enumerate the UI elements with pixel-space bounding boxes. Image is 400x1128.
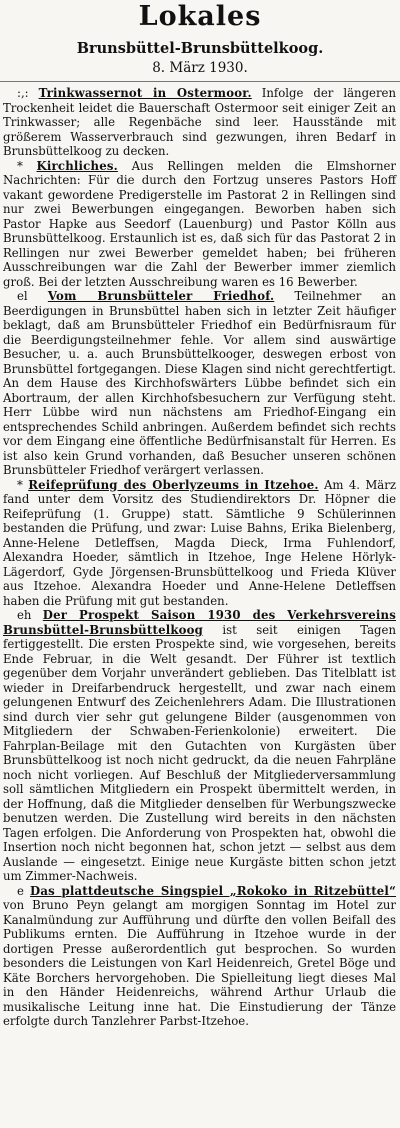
article-text: Teilnehmer an Beerdigungen in Brunsbüttel haben sich in letzter Zeit häufiger beklagt, daß am Brunsbütteler Friedhof ein Bedürfnisraum für die Beerdigungsteilnehmer fehle. Vor allem sind auswärtige Besucher, u. a. auch Brunsbüttelkooger, deswegen erbost von Brunsbüttel fortgegangen. Diese Klagen sind nicht gerechtfertigt. An dem Hause des Kirchhofswärters Lübbe befindet sich ein Abortraum, der allen Kirchhofsbesuchern zur Verfügung steht. Herr Lübbe wird nun nächstens am Friedhof-Eingang ein entsprechendes Schild anbringen. Außerdem befindet sich rechts vor dem Eingang eine öffentliche Bedürfnisanstalt für Herren. Es ist also kein Grund vorhanden, daß Besucher unseren schönen Brunsbütteler Friedhof verärgert verlassen. [3, 289, 396, 477]
locality-subtitle: Brunsbüttel-Brunsbüttelkoog. [76, 40, 324, 57]
article-exam [3, 478, 396, 609]
header-divider [0, 81, 400, 82]
article-church [3, 159, 396, 290]
article-text: Infolge der längeren Trockenheit leidet die Bauerschaft Ostermoor seit einiger Zeit an Trinkwasser; alle Regenbäche sind leer. Hausstände mit größerem Wasserverbrauch sind gezwungen, ihren Bedarf in Brunsbüttelkoog zu decken. [3, 86, 396, 158]
article-prefix: * [17, 477, 29, 492]
article-headline: Das plattdeutsche Singspiel „Rokoko in Ritzebüttel“ [30, 883, 396, 898]
article-prospectus [3, 608, 396, 884]
article-text: Aus Rellingen melden die Elmshorner Nachrichten: Für die durch den Fortzug unseres Pastors Hoff vakant gewordene Predigerstelle im Pastorat 2 in Rellingen sind nur zwei Bewerbungen eingegangen. Beworben haben sich Pastor Hapke aus Seedorf (Lauenburg) und Pastor Kölln aus Brunsbüttelkoog. Erstaunlich ist es, daß sich für das Pastorat 2 in Rellingen nur zwei Bewerber gemeldet haben; bei früheren Ausschreibungen war die Zahl der Bewerber immer ziemlich groß. Bei der letzten Ausschreibung waren es 16 Bewerber. [3, 158, 396, 289]
article-text: ist seit einigen Tagen fertiggestellt. Die ersten Prospekte sind, wie vorgesehen, bereits Ende Februar, in die Welt gesandt. Der Führer ist textlich gegenüber dem Vorjahr unverändert geblieben. Das Titelblatt ist wieder in Dreifarbendruck hergestellt, und zwar nach einem gelungenen Entwurf des Zeichenlehrers Adam. Die Illustrationen sind durch vier sehr gut gelungene Bilder (ausgenommen von Mitgliedern der Schwaben-Ferienkolonie) erweitert. Die Fahrplan-Beilage mit den Gutachten von Kurgästen über Brunsbüttelkoog ist noch nicht gedruckt, da die neuen Fahrpläne noch nicht vorliegen. Auf Beschluß der Mitgliederversammlung soll sämtlichen Mitgliedern ein Prospekt übermittelt werden, in der Hoffnung, daß die Mitglieder denselben für Werbungszwecke benutzen werden. Die Zustellung wird bereits in den nächsten Tagen erfolgen. Die Anforderung von Prospekten hat, obwohl die Insertion noch nicht begonnen hat, schon jetzt — selbst aus dem Auslande — eingesetzt. Einige neue Kurgäste bitten schon jetzt um Zimmer-Nachweis. [3, 622, 396, 883]
article-headline: Trinkwassernot in Ostermoor. [38, 86, 252, 100]
article-text: von Bruno Peyn gelangt am morgigen Sonntag im Hotel zur Kanalmündung zur Aufführung und dürfte den vollen Beifall des Publikums ernten. Die Aufführung in Itzehoe wurde in der dortigen Presse außerordentlich gut besprochen. So wurden besonders die Leistungen von Karl Heidenreich, Gretel Böge und Käte Borchers hervorgehoben. Die Spielleitung liegt dieses Mal in den Händer Heidenreichs, während Arthur Urlaub die musikalische Leitung inne hat. Die Einstudierung der Tänze erfolgte durch Tanzlehrer Parbst-Itzehoe. [3, 898, 396, 1028]
article-headline: Vom Brunsbütteler Friedhof. [47, 289, 275, 303]
article-headline: Reifeprüfung des Oberlyzeums in Itzehoe. [28, 477, 319, 492]
article-prefix: el [17, 289, 48, 303]
article-headline: Kirchliches. [36, 158, 118, 173]
article-prefix: * [17, 158, 37, 173]
article-drinking-water [3, 86, 396, 159]
article-prefix: eh [17, 608, 43, 622]
section-title: Lokales [138, 1, 262, 32]
article-singspiel [3, 884, 396, 1029]
article-prefix: e [17, 883, 30, 898]
article-column [3, 86, 396, 1029]
article-text: Am 4. März fand unter dem Vorsitz des Studiendirektors Dr. Höpner die Reifeprüfung (1. Gruppe) statt. Sämtliche 9 Schülerinnen bestanden die Prüfung, und zwar: Luise Bahns, Erika Bielenberg, Anne-Helene Detleffsen, Magda Dieck, Irma Fuhlendorf, Alexandra Hoeder, sämtlich in Itzehoe, Inge Helene Hörlyk-Lägerdorf, Gyde Jörgensen-Brunsbüttelkoog und Frieda Klüver aus Itzehoe. Alexandra Hoeder und Anne-Helene Detleffsen haben die Prüfung mit gut bestanden. [3, 477, 397, 608]
article-prefix: :,: [17, 86, 39, 100]
article-cemetery [3, 289, 396, 478]
article-headline: Der Prospekt Saison 1930 des Verkehrsvereins Brunsbüttel-Brunsbüttelkoog [3, 608, 396, 637]
issue-date: 8. März 1930. [152, 60, 248, 76]
